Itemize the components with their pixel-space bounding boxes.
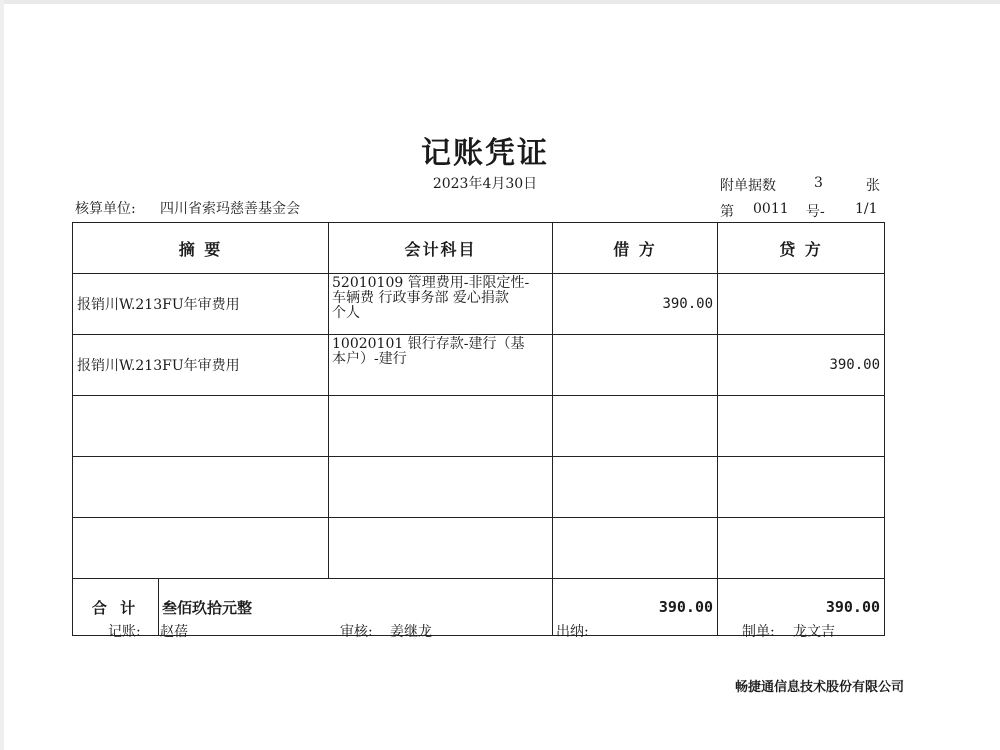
credit-cell — [718, 396, 885, 457]
scan-edge — [0, 0, 1000, 4]
account-cell — [329, 457, 553, 518]
summary-cell — [73, 457, 329, 518]
voucher-date: 2023年4月30日 — [432, 176, 538, 192]
scan-edge — [0, 0, 4, 750]
summary-cell — [73, 518, 329, 579]
table-row — [73, 274, 885, 335]
software-company: 畅捷通信息技术股份有限公司 — [735, 680, 905, 695]
credit-cell — [718, 457, 885, 518]
account-cell — [329, 518, 553, 579]
page-indicator: 1/1 — [855, 201, 878, 217]
attachment-label: 附单据数 — [720, 178, 776, 194]
table-row — [73, 518, 885, 579]
table-row — [73, 396, 885, 457]
account-cell: 52010109 管理费用-非限定性- 车辆费 行政事务部 爱心捐款 个人 — [329, 274, 553, 335]
unit-label: 核算单位: — [75, 201, 136, 217]
voucher-title: 记账凭证 — [421, 136, 549, 171]
unit-name: 四川省索玛慈善基金会 — [160, 201, 300, 217]
attachment-unit: 张 — [866, 178, 880, 194]
preparer-name: 龙文吉 — [793, 624, 835, 640]
reviewer-label: 审核: — [340, 624, 373, 640]
voucher-table — [72, 222, 885, 636]
summary-cell: 报销川W.213FU年审费用 — [73, 335, 329, 396]
voucher-no-suffix: 号- — [806, 204, 825, 220]
cashier-label: 出纳: — [556, 624, 589, 640]
total-label: 合 计 — [73, 579, 159, 636]
voucher-no-prefix: 第 — [720, 204, 734, 220]
credit-cell: 390.00 — [718, 335, 885, 396]
header-summary: 摘 要 — [73, 223, 329, 274]
summary-cell: 报销川W.213FU年审费用 — [73, 274, 329, 335]
bookkeeper-name: 赵蓓 — [160, 624, 188, 640]
table-row — [73, 335, 885, 396]
credit-cell — [718, 518, 885, 579]
preparer-label: 制单: — [742, 624, 775, 640]
total-debit: 390.00 — [553, 579, 718, 636]
header-account: 会计科目 — [329, 223, 553, 274]
attachment-count: 3 — [814, 175, 823, 191]
total-credit: 390.00 — [718, 579, 885, 636]
debit-cell — [553, 335, 718, 396]
summary-cell — [73, 396, 329, 457]
debit-cell: 390.00 — [553, 274, 718, 335]
credit-cell — [718, 274, 885, 335]
debit-cell — [553, 457, 718, 518]
debit-cell — [553, 518, 718, 579]
header-debit: 借 方 — [553, 223, 718, 274]
table-row — [73, 457, 885, 518]
voucher-number: 0011 — [753, 201, 789, 217]
account-cell: 10020101 银行存款-建行（基 本户）-建行 — [329, 335, 553, 396]
table-header-row — [73, 223, 885, 274]
bookkeeper-label: 记账: — [108, 624, 141, 640]
account-cell — [329, 396, 553, 457]
header-credit: 贷 方 — [718, 223, 885, 274]
total-amount-words: 叁佰玖拾元整 — [159, 579, 553, 636]
debit-cell — [553, 396, 718, 457]
reviewer-name: 姜继龙 — [390, 624, 432, 640]
